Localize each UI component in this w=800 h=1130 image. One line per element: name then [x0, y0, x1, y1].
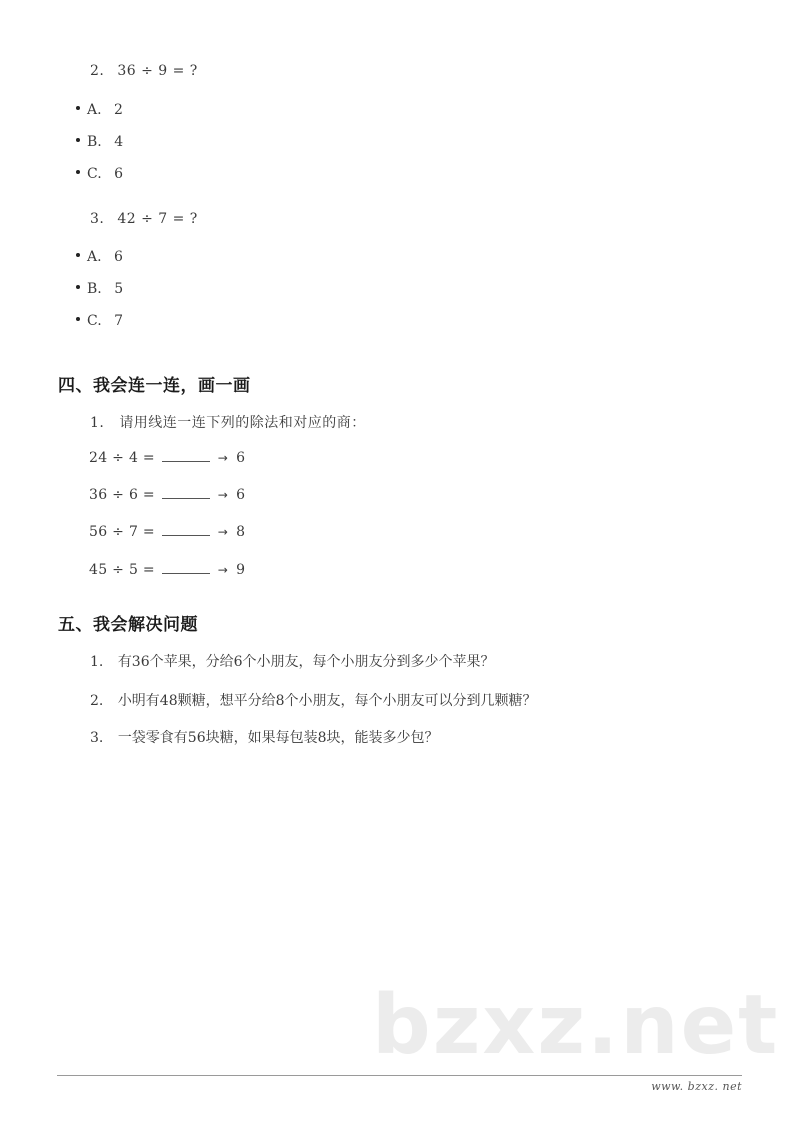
- option-value: 5: [114, 281, 124, 297]
- answer-blank[interactable]: [162, 461, 210, 462]
- bullet-icon: [76, 317, 80, 321]
- answer-blank[interactable]: [162, 573, 210, 574]
- arrow-right-icon: →: [217, 451, 229, 465]
- option-value: 7: [114, 313, 124, 329]
- option-b: [76, 134, 123, 150]
- question-text: 42 ÷ 7 = ?: [117, 211, 198, 227]
- equation-row: [89, 450, 245, 466]
- equation-expression: 24 ÷ 4 =: [89, 450, 155, 466]
- option-label: A.: [87, 249, 102, 265]
- problem-3: [90, 727, 439, 747]
- problem-1: [90, 651, 495, 671]
- question-3: [90, 211, 198, 227]
- question-2: [90, 63, 198, 79]
- answer-blank[interactable]: [162, 498, 210, 499]
- option-value: 6: [114, 166, 124, 182]
- option-b: [76, 281, 123, 297]
- option-a: [76, 102, 123, 118]
- option-c: [76, 313, 123, 329]
- problem-number: 2.: [90, 693, 104, 709]
- instruction-text: 请用线连一连下列的除法和对应的商：: [119, 415, 366, 431]
- equation-result: 8: [236, 524, 246, 540]
- option-label: B.: [87, 134, 102, 150]
- arrow-right-icon: →: [217, 563, 229, 577]
- question-number: 2.: [90, 63, 105, 79]
- question-number: 3.: [90, 211, 105, 227]
- equation-row: [89, 487, 245, 503]
- answer-blank[interactable]: [162, 535, 210, 536]
- bullet-icon: [76, 285, 80, 289]
- section-5-title: 五、我会解决问题: [58, 615, 198, 635]
- equation-expression: 45 ÷ 5 =: [89, 562, 155, 578]
- section-4-title: 四、我会连一连，画一画: [58, 376, 251, 396]
- question-text: 36 ÷ 9 = ?: [117, 63, 198, 79]
- option-value: 6: [114, 249, 123, 265]
- footer-site: www. bzxz. net: [651, 1080, 742, 1093]
- arrow-right-icon: →: [217, 525, 229, 539]
- problem-text: 一袋零食有56块糖，如果每包装8块，能装多少包？: [117, 730, 439, 746]
- option-c: [76, 166, 123, 182]
- problem-number: 3.: [90, 730, 104, 746]
- option-label: B.: [87, 281, 102, 297]
- option-label: C.: [87, 313, 102, 329]
- option-value: 4: [114, 134, 124, 150]
- bullet-icon: [76, 253, 80, 257]
- arrow-right-icon: →: [217, 488, 229, 502]
- equation-row: [89, 562, 245, 578]
- option-a: [76, 249, 123, 265]
- bullet-icon: [76, 170, 80, 174]
- problem-text: 有36个苹果，分给6个小朋友，每个小朋友分到多少个苹果？: [117, 654, 495, 670]
- equation-expression: 56 ÷ 7 =: [89, 524, 155, 540]
- bullet-icon: [76, 138, 80, 142]
- equation-result: 9: [236, 562, 246, 578]
- instruction-number: 1.: [90, 415, 105, 431]
- problem-number: 1.: [90, 654, 104, 670]
- problem-2: [90, 690, 537, 710]
- watermark: bzxz.net: [372, 978, 780, 1073]
- equation-result: 6: [236, 450, 246, 466]
- option-label: C.: [87, 166, 102, 182]
- problem-text: 小明有48颗糖，想平分给8个小朋友，每个小朋友可以分到几颗糖？: [117, 693, 537, 709]
- option-label: A.: [87, 102, 102, 118]
- equation-result: 6: [236, 487, 246, 503]
- section-4-instruction: [90, 412, 366, 432]
- equation-expression: 36 ÷ 6 =: [89, 487, 155, 503]
- footer-divider: [57, 1075, 742, 1076]
- equation-row: [89, 524, 245, 540]
- option-value: 2: [114, 102, 123, 118]
- bullet-icon: [76, 106, 80, 110]
